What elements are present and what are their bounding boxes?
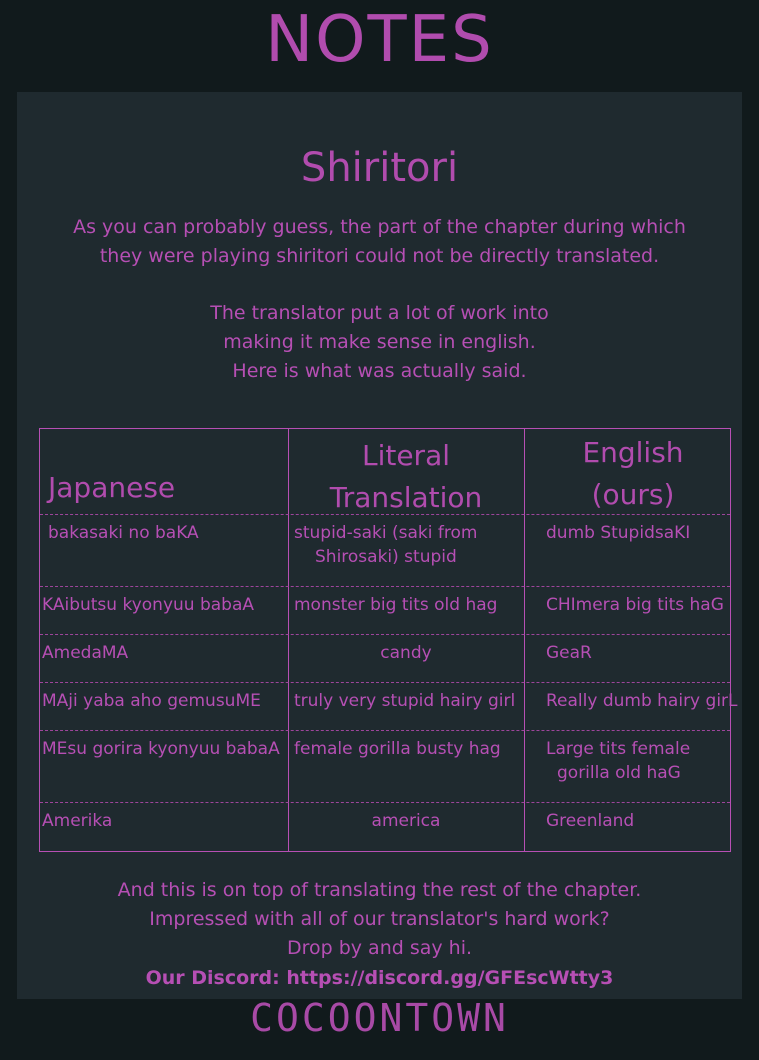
row-divider — [40, 514, 730, 515]
table-cell-literal: monster big tits old hag — [294, 595, 498, 615]
cell-line: Shirosaki) stupid — [315, 547, 457, 567]
table-cell-english: GeaR — [546, 643, 592, 663]
header-literal — [288, 435, 524, 519]
intro-line: they were playing shiritori could not be directly translated. — [99, 245, 660, 267]
footer-paragraph — [17, 876, 742, 963]
table-cell-literal: candy — [380, 643, 432, 663]
translator-paragraph — [17, 299, 742, 386]
shiritori-table — [39, 428, 738, 852]
table-cell-english: dumb StupidsaKI — [546, 523, 691, 543]
translator-line: making it make sense in english. — [223, 331, 536, 353]
table-cell-english: CHImera big tits haG — [546, 595, 724, 615]
cell-line: Large tits female — [546, 739, 691, 759]
table-cell-japanese: Amerika — [42, 811, 113, 831]
table-cell-english — [546, 737, 690, 785]
intro-paragraph — [17, 213, 742, 271]
table-cell-japanese: MEsu gorira kyonyuu babaA — [42, 739, 280, 759]
row-divider — [40, 634, 730, 635]
table-cell-japanese: AmedaMA — [42, 643, 129, 663]
cell-line: stupid-saki (saki from — [294, 523, 478, 543]
table-cell-japanese: MAji yaba aho gemusuME — [42, 691, 261, 711]
footer-line: And this is on top of translating the rest of the chapter. — [117, 879, 642, 901]
intro-line: As you can probably guess, the part of the chapter during which — [73, 216, 686, 238]
row-divider — [40, 730, 730, 731]
discord-link[interactable]: Our Discord: https://discord.gg/GFEscWtty3 — [145, 967, 614, 989]
header-english-line: English — [582, 436, 684, 469]
translator-line: The translator put a lot of work into — [210, 302, 549, 324]
cell-line: gorilla old haG — [557, 763, 681, 783]
table-cell-literal: female gorilla busty hag — [294, 739, 501, 759]
table-cell-japanese: KAibutsu kyonyuu babaA — [42, 595, 255, 615]
table-cell-japanese: bakasaki no baKA — [48, 523, 199, 543]
header-japanese: Japanese — [48, 471, 176, 504]
table-cell-literal: truly very stupid hairy girl — [294, 691, 516, 711]
row-divider — [40, 682, 730, 683]
header-english-line: (ours) — [591, 478, 675, 511]
table-cell-english: Greenland — [546, 811, 635, 831]
brand-logo: COCOONTOWN — [250, 996, 509, 1040]
footer-line: Drop by and say hi. — [286, 937, 473, 959]
table-cell-english: Really dumb hairy girL — [546, 691, 738, 711]
table-cell-literal: america — [371, 811, 441, 831]
notes-panel — [17, 92, 742, 999]
header-literal-line: Translation — [329, 481, 483, 514]
table-cell-literal — [294, 521, 477, 569]
header-english — [524, 432, 742, 516]
footer-line: Impressed with all of our translator's hard work? — [149, 908, 610, 930]
row-divider — [40, 802, 730, 803]
section-heading: Shiritori — [300, 145, 459, 191]
header-literal-line: Literal — [361, 439, 451, 472]
translator-line: Here is what was actually said. — [232, 360, 527, 382]
row-divider — [40, 586, 730, 587]
page-title: NOTES — [265, 3, 494, 77]
